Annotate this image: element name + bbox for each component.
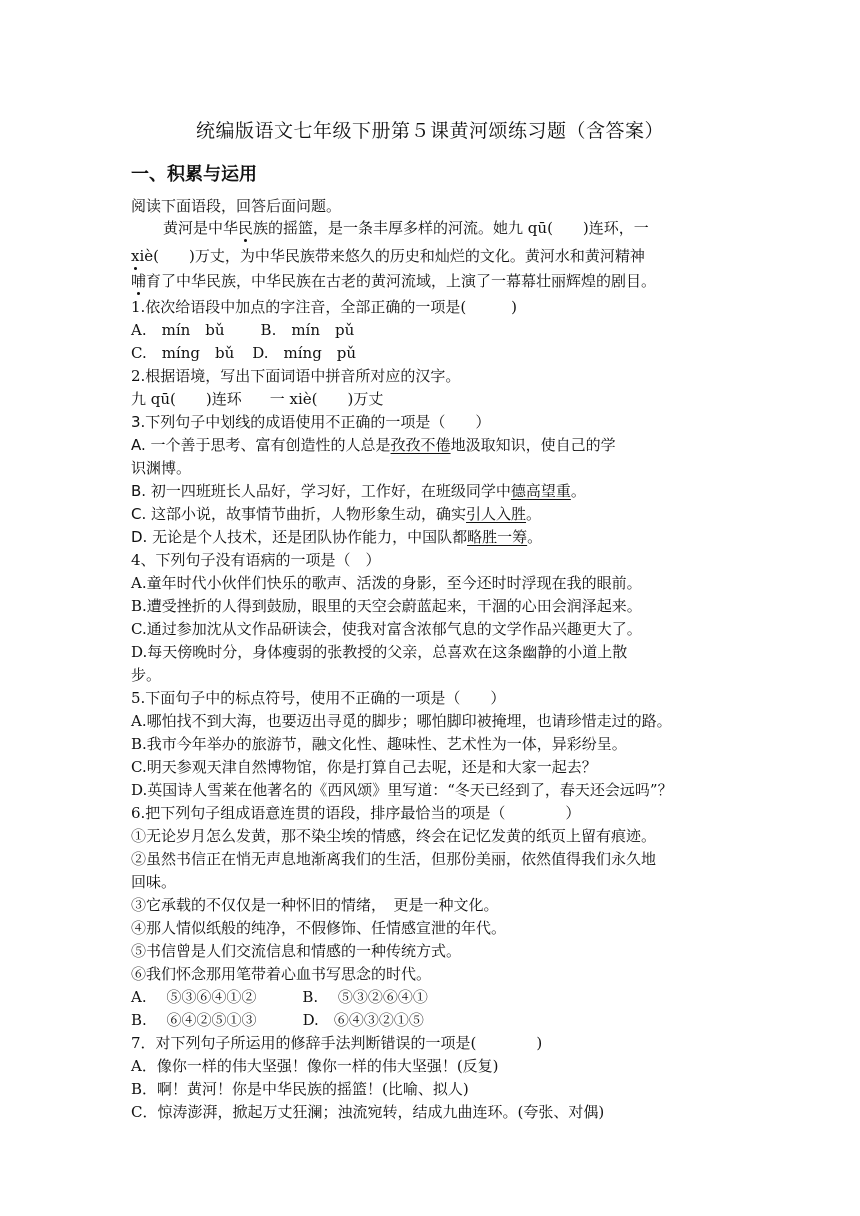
section-heading: 一、积累与运用: [131, 164, 257, 185]
q1-option-c: C. míng bǔ: [131, 344, 235, 362]
q3-option-d: D. 无论是个人技术，还是团队协作能力，中国队都略胜一筹。: [131, 528, 543, 546]
q3-option-b: B. 初一四班班长人品好，学习好，工作好，在班级同学中德高望重。: [131, 482, 586, 500]
q1-stem: 1.依次给语段中加点的字注音，全部正确的一项是( ): [131, 298, 518, 316]
page-title: 统编版语文七年级下册第５课黄河颂练习题（含答案）: [195, 120, 664, 142]
q6-option-a: A. ⑤③⑥④①②: [131, 988, 257, 1006]
q6-sentence-2-cont: 回味。: [131, 873, 177, 891]
q6-sentence-1: ①无论岁月怎么发黄，那不染尘埃的情感，终会在记忆发黄的纸页上留有痕迹。: [131, 827, 657, 845]
q6-sentence-2: ②虽然书信正在悄无声息地渐离我们的生活，但那份美丽，依然值得我们永久地: [131, 850, 657, 868]
q3-option-a-cont: 识渊博。: [131, 459, 192, 477]
q2-blank-2: 一 xiè( )万丈: [269, 390, 384, 408]
q5-stem: 5.下面句子中的标点符号，使用不正确的一项是（ ）: [131, 689, 506, 707]
q5-option-c: C.明天参观天津自然博物馆，你是打算自己去呢，还是和大家一起去？: [131, 758, 597, 776]
q6-option-d: D. ⑥④③②①⑤: [302, 1011, 424, 1029]
q4-option-d: D.每天傍晚时分，身体瘦弱的张教授的父亲，总喜欢在这条幽静的小道上散: [131, 643, 628, 661]
q1-option-a: A. mín bǔ: [131, 321, 225, 339]
q4-option-c: C.通过参加沈从文作品研读会，使我对富含浓郁气息的文学作品兴趣更大了。: [131, 620, 642, 638]
q6-sentence-5: ⑤书信曾是人们交流信息和情感的一种传统方式。: [131, 942, 462, 960]
q7-stem: 7．对下列句子所运用的修辞手法判断错误的一项是( ): [131, 1034, 543, 1052]
passage-line-3: 哺育了中华民族，中华民族在古老的黄河流域，上演了一幕幕壮丽辉煌的剧目。: [131, 272, 657, 290]
q7-option-a: A．像你一样的伟大坚强！像你一样的伟大坚强！(反复): [131, 1057, 499, 1075]
reading-instruction: 阅读下面语段，回答后面问题。: [131, 197, 342, 215]
q3-stem: 3.下列句子中划线的成语使用不正确的一项是（ ）: [131, 413, 491, 431]
q1-options-row-2: [131, 342, 356, 364]
passage-line-1: 黄河是中华民族的摇篮，是一条丰厚多样的河流。她九 qū( )连环，一: [163, 219, 649, 237]
q3-underlined-idiom: 孜孜不倦: [390, 436, 451, 454]
q6-sentence-4: ④那人情似纸般的纯净，不假修饰、任情感宣泄的年代。: [131, 919, 507, 937]
q1-option-b: B. mín pǔ: [260, 321, 355, 339]
q6-option-b-second: B. ⑥④②⑤①③: [131, 1011, 257, 1029]
passage-line-2: xiè( )万丈，为中华民族带来悠久的历史和灿烂的文化。黄河水和黄河精神: [131, 247, 645, 265]
q3-option-c: C. 这部小说，故事情节曲折，人物形象生动，确实引人入胜。: [131, 505, 542, 523]
q5-option-a: A.哪怕找不到大海，也要迈出寻觅的脚步；哪怕脚印被掩埋，也请珍惜走过的路。: [131, 712, 672, 730]
q2-stem: 2.根据语境，写出下面词语中拼音所对应的汉字。: [131, 367, 461, 385]
q3-option-a: A. 一个善于思考、富有创造性的人总是孜孜不倦地汲取知识，使自己的学: [131, 436, 616, 454]
q6-sentence-6: ⑥我们怀念那用笔带着心血书写思念的时代。: [131, 965, 432, 983]
q6-option-b: B. ⑤③②⑥④①: [302, 988, 428, 1006]
q4-option-a: A.童年时代小伙伴们快乐的歌声、活泼的身影，至今还时时浮现在我的眼前。: [131, 574, 642, 592]
q1-options-row-1: [131, 319, 354, 341]
q3-underlined-idiom: 引人入胜: [466, 505, 527, 523]
q4-option-d-cont: 步。: [131, 666, 162, 684]
dotted-char: 哺: [131, 272, 147, 290]
q5-option-d: D.英国诗人雪莱在他著名的《西风颂》里写道：“冬天已经到了，春天还会远吗”？: [131, 781, 673, 799]
q3-underlined-idiom: 德高望重: [510, 482, 571, 500]
dotted-char: 民: [238, 219, 254, 237]
q6-stem: 6.把下列句子组成语意连贯的语段，排序最恰当的项是（ ）: [131, 804, 581, 822]
dotted-char: x: [131, 247, 140, 265]
q2-blanks: [131, 388, 383, 410]
q6-options-row-1: [131, 986, 428, 1008]
q7-option-b: B．啊！黄河！你是中华民族的摇篮！(比喻、拟人): [131, 1080, 469, 1098]
q5-option-b: B.我市今年举办的旅游节，融文化性、趣味性、艺术性为一体，异彩纷呈。: [131, 735, 627, 753]
q2-blank-1: 九 qū( )连环: [131, 390, 242, 408]
q7-option-c: C．惊涛澎湃，掀起万丈狂澜；浊流宛转，结成九曲连环。(夸张、对偶): [131, 1103, 605, 1121]
q6-options-row-2: [131, 1009, 424, 1031]
q6-sentence-3: ③它承载的不仅仅是一种怀旧的情绪， 更是一种文化。: [131, 896, 499, 914]
q4-stem: 4、下列句子没有语病的一项是（ ）: [131, 551, 381, 569]
q4-option-b: B.遭受挫折的人得到鼓励，眼里的天空会蔚蓝起来，干涸的心田会润泽起来。: [131, 597, 642, 615]
q1-option-d: D. míng pǔ: [252, 344, 357, 362]
q3-underlined-idiom: 略胜一筹: [467, 528, 528, 546]
